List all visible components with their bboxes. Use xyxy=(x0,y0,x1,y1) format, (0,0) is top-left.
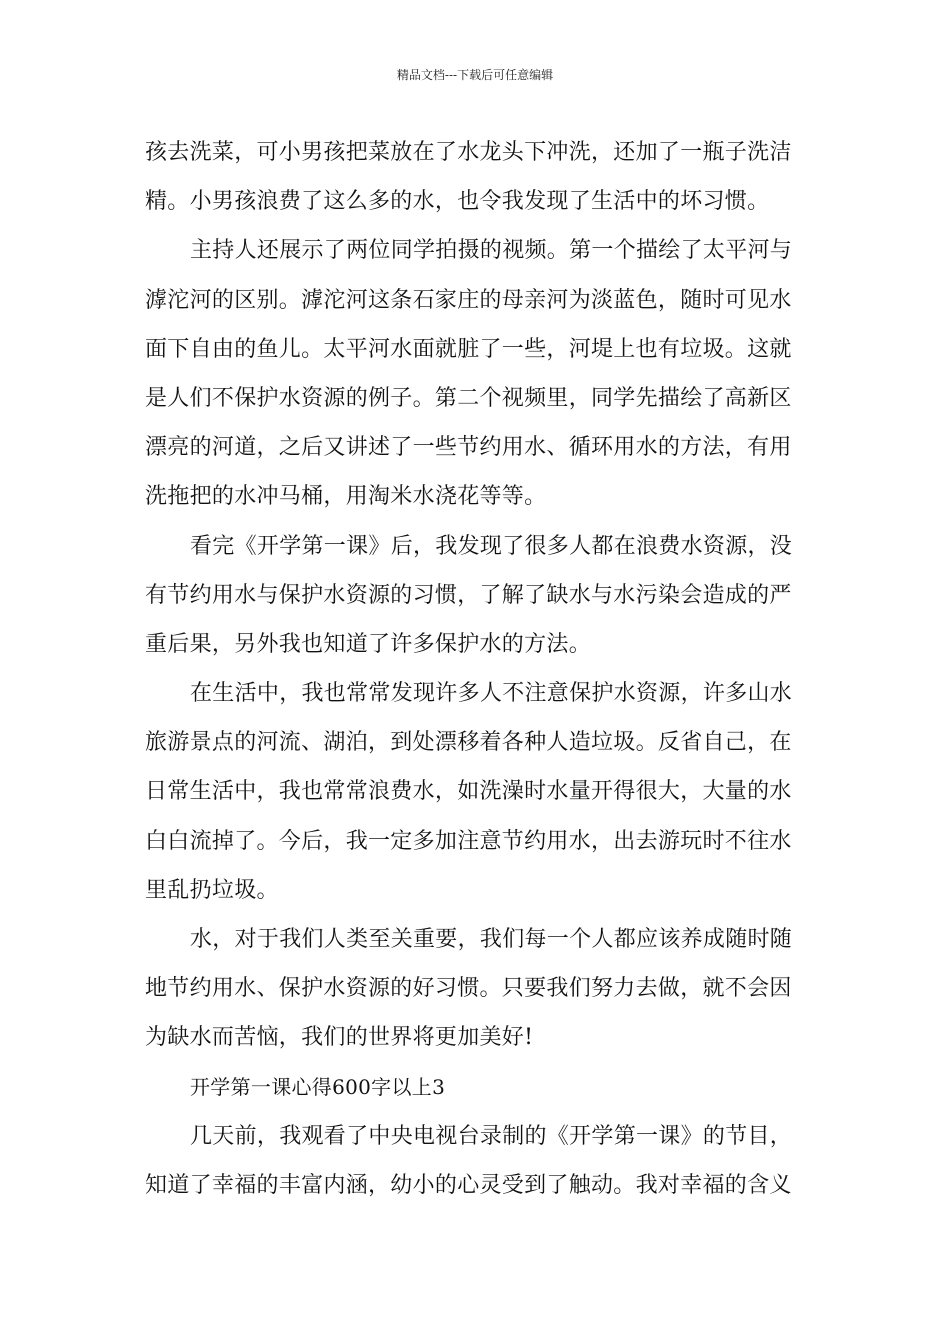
text-line: 有节约用水与保护水资源的习惯，了解了缺水与水污染会造成的严 xyxy=(145,582,792,608)
text-line: 地节约用水、保护水资源的好习惯。只要我们努力去做，就不会因 xyxy=(145,976,792,1002)
text-line: 看完《开学第一课》后，我发现了很多人都在浪费水资源，没 xyxy=(190,533,793,559)
page-header: 精品文档---下载后可任意编辑 xyxy=(396,68,554,82)
text-line: 为缺水而苦恼，我们的世界将更加美好! xyxy=(145,1025,534,1051)
text-line: 几天前，我观看了中央电视台录制的《开学第一课》的节目， xyxy=(190,1123,793,1149)
text-line: 日常生活中，我也常常浪费水，如洗澡时水量开得很大，大量的水 xyxy=(145,779,792,805)
text-line: 滹沱河的区别。滹沱河这条石家庄的母亲河为淡蓝色，随时可见水 xyxy=(145,287,792,313)
text-line: 重后果，另外我也知道了许多保护水的方法。 xyxy=(145,631,592,657)
text-line: 精。小男孩浪费了这么多的水，也令我发现了生活中的坏习惯。 xyxy=(145,189,770,215)
text-line: 旅游景点的河流、湖泊，到处漂移着各种人造垃圾。反省自己，在 xyxy=(145,730,792,756)
text-line: 里乱扔垃圾。 xyxy=(145,877,279,903)
text-line: 洗拖把的水冲马桶，用淘米水浇花等等。 xyxy=(145,484,547,510)
text-line: 是人们不保护水资源的例子。第二个视频里，同学先描绘了高新区 xyxy=(145,385,792,411)
text-line: 水，对于我们人类至关重要，我们每一个人都应该养成随时随 xyxy=(190,927,793,952)
text-line: 漂亮的河道，之后又讲述了一些节约用水、循环用水的方法，有用 xyxy=(145,435,792,461)
text-line: 知道了幸福的丰富内涵，幼小的心灵受到了触动。我对幸福的含义 xyxy=(145,1172,792,1198)
text-line: 主持人还展示了两位同学拍摄的视频。第一个描绘了太平河与 xyxy=(190,238,793,264)
text-line: 面下自由的鱼儿。太平河水面就脏了一些，河堤上也有垃圾。这就 xyxy=(145,336,792,362)
document-body xyxy=(145,128,805,1210)
section-heading: 开学第一课心得600字以上3 xyxy=(190,1074,446,1099)
text-line: 孩去洗菜，可小男孩把菜放在了水龙头下冲洗，还加了一瓶子洗洁 xyxy=(145,140,792,165)
text-line: 在生活中，我也常常发现许多人不注意保护水资源，许多山水 xyxy=(190,681,793,707)
text-line: 白白流掉了。今后，我一定多加注意节约用水，出去游玩时不往水 xyxy=(145,828,792,854)
